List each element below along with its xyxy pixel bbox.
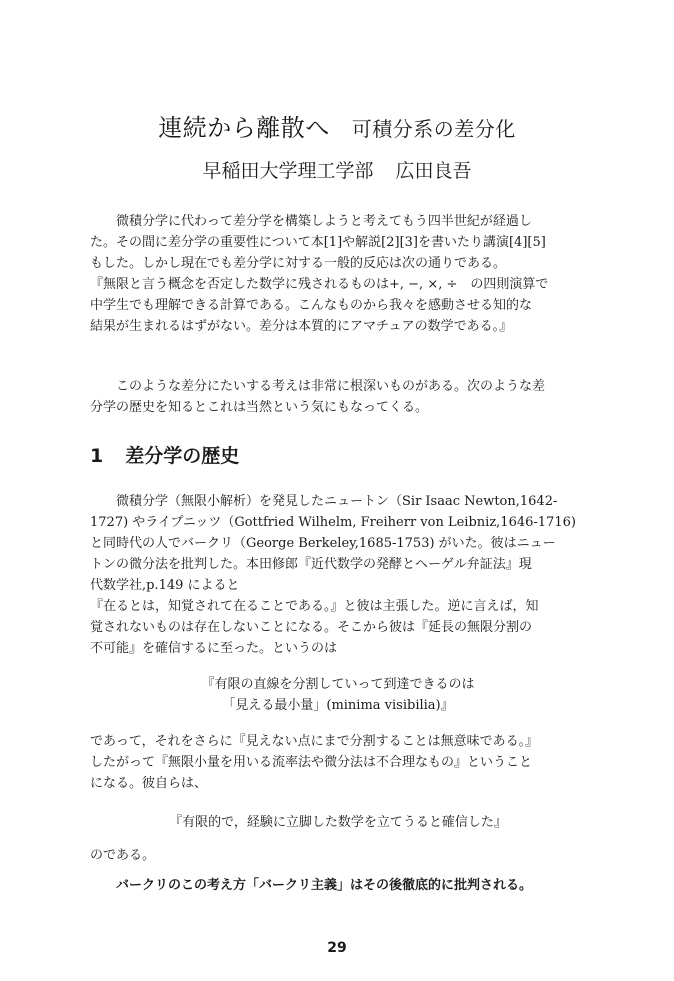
text-line: 中学生でも理解できる計算である。こんなものから我々を感動させる知的な (90, 298, 533, 313)
block-quote (90, 674, 586, 716)
text-line: た。その間に差分学の重要性について本[1]や解説[2][3]を書いたり講演[4][5] (90, 235, 546, 250)
text-line: 微積分学（無限小解析）を発見したニュートン（Sir Isaac Newton,1642- (116, 494, 558, 509)
section-heading (90, 441, 239, 468)
intro-paragraph (90, 211, 586, 337)
block-quote-2 (90, 812, 586, 833)
paper-title (0, 108, 674, 143)
text-line: 分学の歴史を知るとこれは当然という気にもなってくる。 (90, 400, 429, 415)
section-number: 1 (90, 445, 104, 467)
section-paragraph-3 (90, 845, 586, 866)
page-number: 29 (327, 940, 347, 956)
text-line: 結果が生まれるはずがない。差分は本質的にアマチュアの数学である。』 (90, 319, 513, 334)
text-line: トンの微分法を批判した。本田修郎『近代数学の発酵とヘーゲル弁証法』現 (90, 557, 532, 572)
text-line: 1727) やライプニッツ（Gottfried Wilhelm, Freiherr von Leibniz,1646-1716) (90, 515, 576, 530)
text-line: 微積分学に代わって差分学を構築しようと考えてもう四半世紀が経過し (116, 214, 532, 229)
text-line: 代数学社,p.149 によると (90, 578, 240, 593)
section-paragraph (90, 491, 586, 659)
section-title: 差分学の歴史 (125, 445, 240, 467)
title-sub: 可積分系の差分化 (351, 117, 516, 141)
text-line: と同時代の人でバークリ（George Berkeley,1685-1753) がいた。彼はニュー (90, 536, 556, 551)
quote-line: 『有限的で，経験に立脚した数学を立てうると確信した』 (169, 815, 507, 830)
text-line: したがって『無限小量を用いる流率法や微分法は不合理なもの』ということ (90, 755, 533, 770)
text-line: 覚されないものは存在しないことになる。そこから彼は『延長の無限分割の (90, 620, 533, 635)
text-line: 『在るとは，知覚されて在ることである。』と彼は主張した。逆に言えば，知 (90, 599, 539, 614)
text-line: になる。彼自らは、 (90, 776, 208, 791)
intro-paragraph-2 (90, 376, 586, 418)
text-line: のである。 (90, 848, 156, 863)
text-line: 不可能』を確信するに至った。というのは (90, 641, 338, 656)
text-line: このような差分にたいする考えは非常に根深いものがある。次のような差 (116, 379, 546, 394)
closing-paragraph (90, 875, 586, 896)
author-affiliation: 早稲田大学理工学部 (202, 160, 374, 182)
quote-line: 「見える最小量」(minima visibilia)』 (222, 698, 454, 713)
text-line: であって，それをさらに『見えない点にまで分割することは無意味である。』 (90, 734, 539, 749)
author-name: 広田良吾 (395, 160, 472, 182)
text-line: もした。しかし現在でも差分学に対する一般的反応は次の通りである。 (90, 256, 507, 271)
quote-line: 『有限の直線を分割していって到達できるのは (201, 677, 475, 692)
text-line: 『無限と言う概念を否定した数学に残されるものは+, −, ×, ÷ の四則演算で (90, 277, 549, 292)
section-paragraph-2 (90, 731, 586, 794)
title-main: 連続から離散へ (158, 114, 330, 142)
text-line: バークリのこの考え方「バークリ主義」はその後徹底的に批判される。 (116, 878, 533, 893)
author-line (0, 156, 674, 183)
